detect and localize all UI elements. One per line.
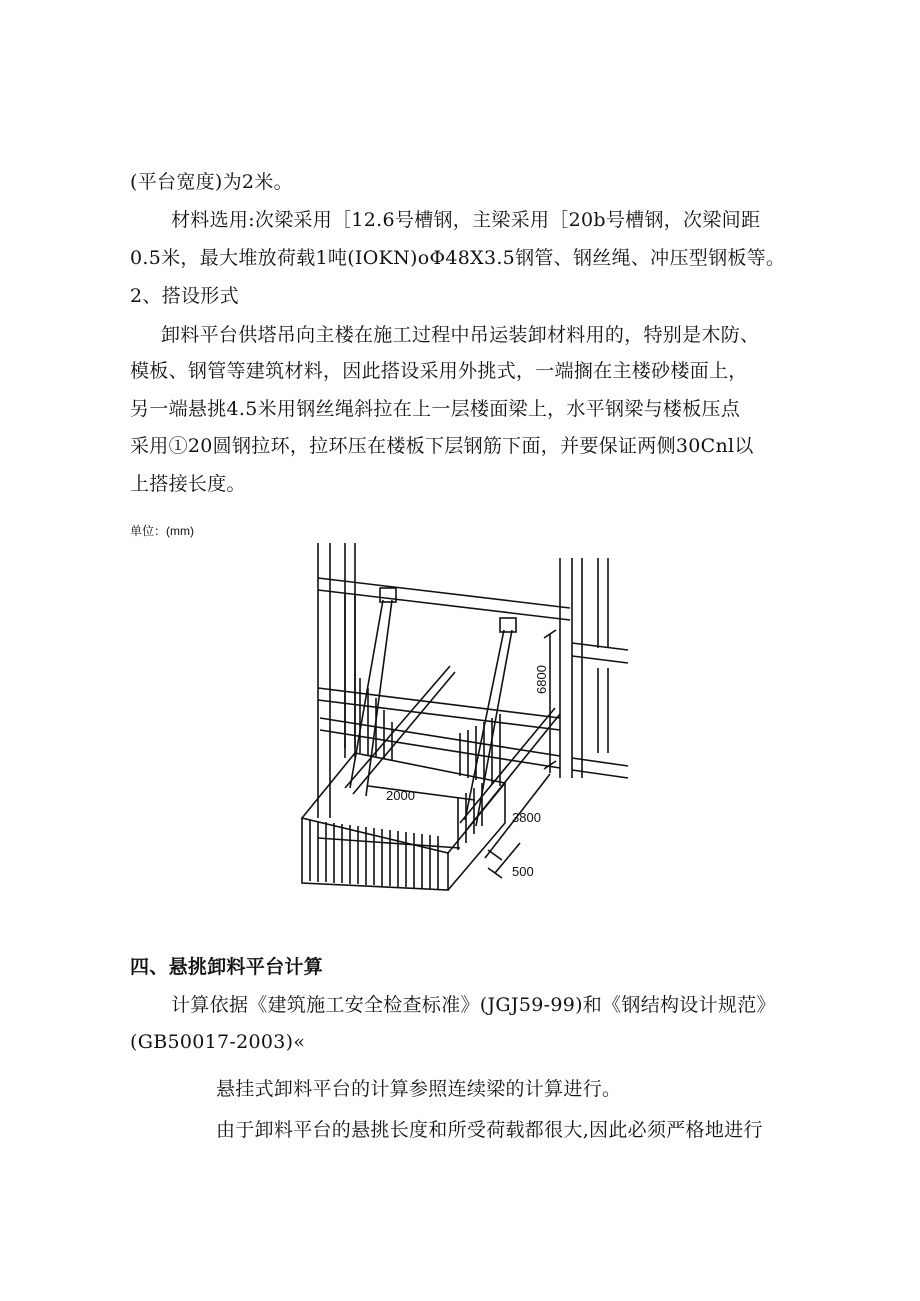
text-line: 卸料平台供塔吊向主楼在施工过程中吊运装卸材料用的，特别是木防、 bbox=[161, 324, 760, 346]
section-heading: 四、悬挑卸料平台计算 bbox=[130, 956, 324, 978]
text-line: 上搭接长度。 bbox=[130, 473, 246, 495]
dimension-label: 500 bbox=[512, 864, 534, 879]
text-line: 材料选用:次梁采用［12.6号槽钢，主梁采用［20b号槽钢，次梁间距 bbox=[171, 209, 761, 231]
text-line: (GB50017-2003)« bbox=[130, 1031, 306, 1053]
dimension-label: 6800 bbox=[534, 665, 549, 694]
dimension-label: 3800 bbox=[512, 810, 541, 825]
text-line: (平台宽度)为2米。 bbox=[130, 171, 293, 193]
text-line: 模板、钢管等建筑材料，因此搭设采用外挑式，一端搁在主楼砂楼面上， bbox=[130, 360, 748, 382]
text-line: 0.5米，最大堆放荷载1吨(IOKN)oΦ48X3.5钢管、钢丝绳、冲压型钢板等。 bbox=[130, 247, 786, 269]
text-line: 采用①20圆钢拉环，拉环压在楼板下层钢筋下面，并要保证两侧30Cnl以 bbox=[130, 435, 754, 457]
text-line: 计算依据《建筑施工安全检查标准》(JGJ59-99)和《钢结构设计规范》 bbox=[171, 994, 776, 1016]
text-line: 另一端悬挑4.5米用钢丝绳斜拉在上一层楼面梁上，水平钢梁与楼板压点 bbox=[130, 398, 741, 420]
text-line: 悬挂式卸料平台的计算参照连续梁的计算进行。 bbox=[216, 1078, 622, 1100]
platform-diagram bbox=[280, 538, 650, 898]
section-heading: 2、搭设形式 bbox=[130, 285, 239, 307]
unit-label: 单位：(mm) bbox=[130, 524, 194, 538]
text-line: 由于卸料平台的悬挑长度和所受荷载都很大,因此必须严格地进行 bbox=[216, 1119, 763, 1141]
dimension-label: 2000 bbox=[386, 788, 415, 803]
